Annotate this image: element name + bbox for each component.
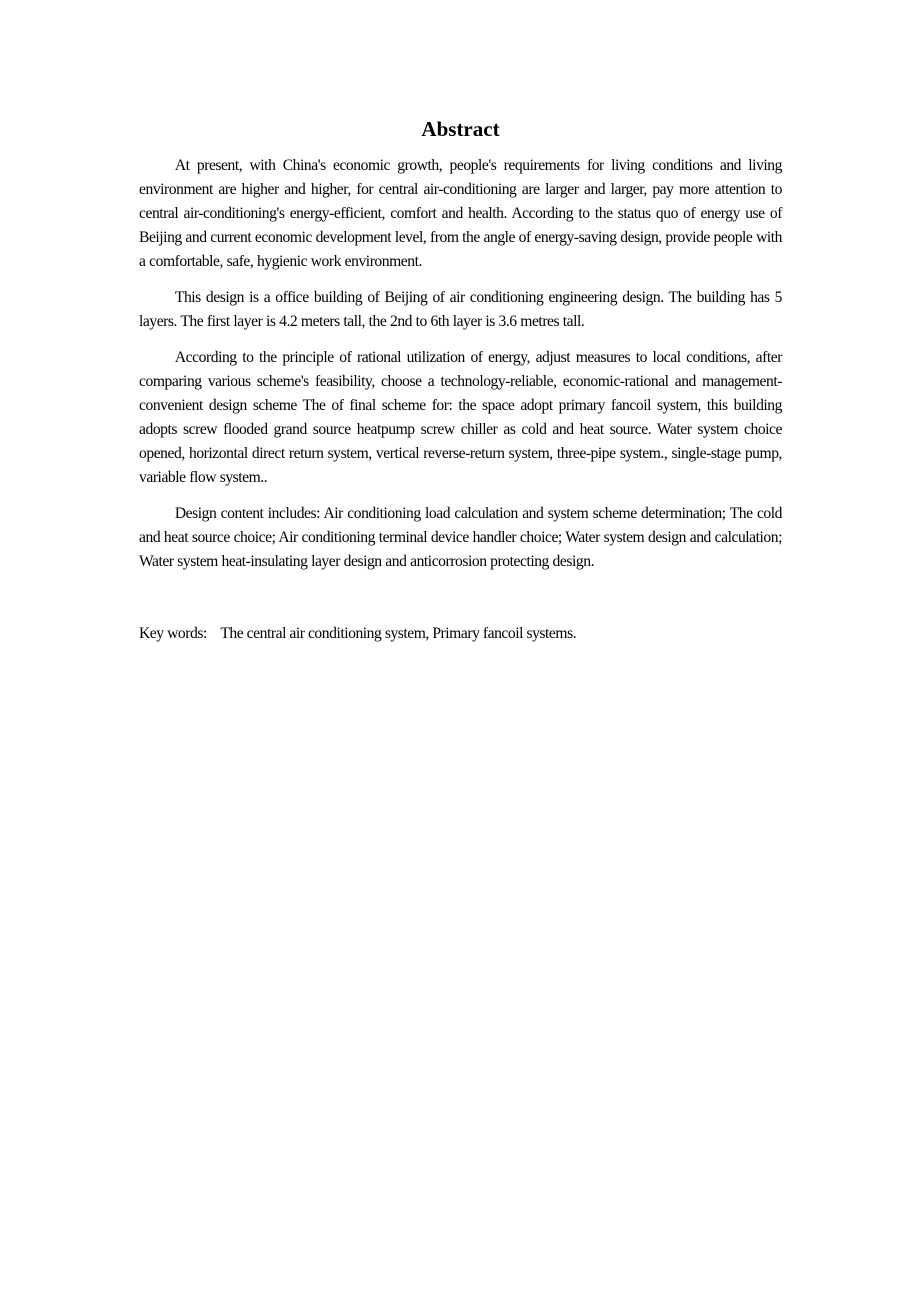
abstract-paragraph-4: Design content includes: Air conditioning load calculation and system scheme determination; The cold and heat source choice; Air conditioning terminal device handler choice; Water system design and calculation; Water system heat-insulating layer design and anticorrosion protecting design. <box>139 505 782 570</box>
document-page <box>139 116 782 646</box>
abstract-title: Abstract <box>421 117 500 141</box>
abstract-paragraph-3: According to the principle of rational utilization of energy, adjust measures to local conditions, after comparing various scheme's feasibility, choose a technology-reliable, economic-rational and management-convenient design scheme The of final scheme for: the space adopt primary fancoil system, this building adopts screw flooded grand source heatpump screw chiller as cold and heat source. Water system choice opened, horizontal direct return system, vertical reverse-return system, three-pipe system., single-stage pump, variable flow system.. <box>139 349 782 486</box>
keywords-line: Key words: The central air conditioning system, Primary fancoil systems. <box>139 625 577 642</box>
abstract-paragraph-2: This design is a office building of Beijing of air conditioning engineering design. The building has 5 layers. The first layer is 4.2 meters tall, the 2nd to 6th layer is 3.6 metres tall. <box>139 289 782 330</box>
abstract-paragraph-1: At present, with China's economic growth, people's requirements for living conditions and living environment are higher and higher, for central air-conditioning are larger and larger, pay more attention to central air-conditioning's energy-efficient, comfort and health. According to the status quo of energy use of Beijing and current economic development level, from the angle of energy-saving design, provide people with a comfortable, safe, hygienic work environment. <box>139 157 782 270</box>
